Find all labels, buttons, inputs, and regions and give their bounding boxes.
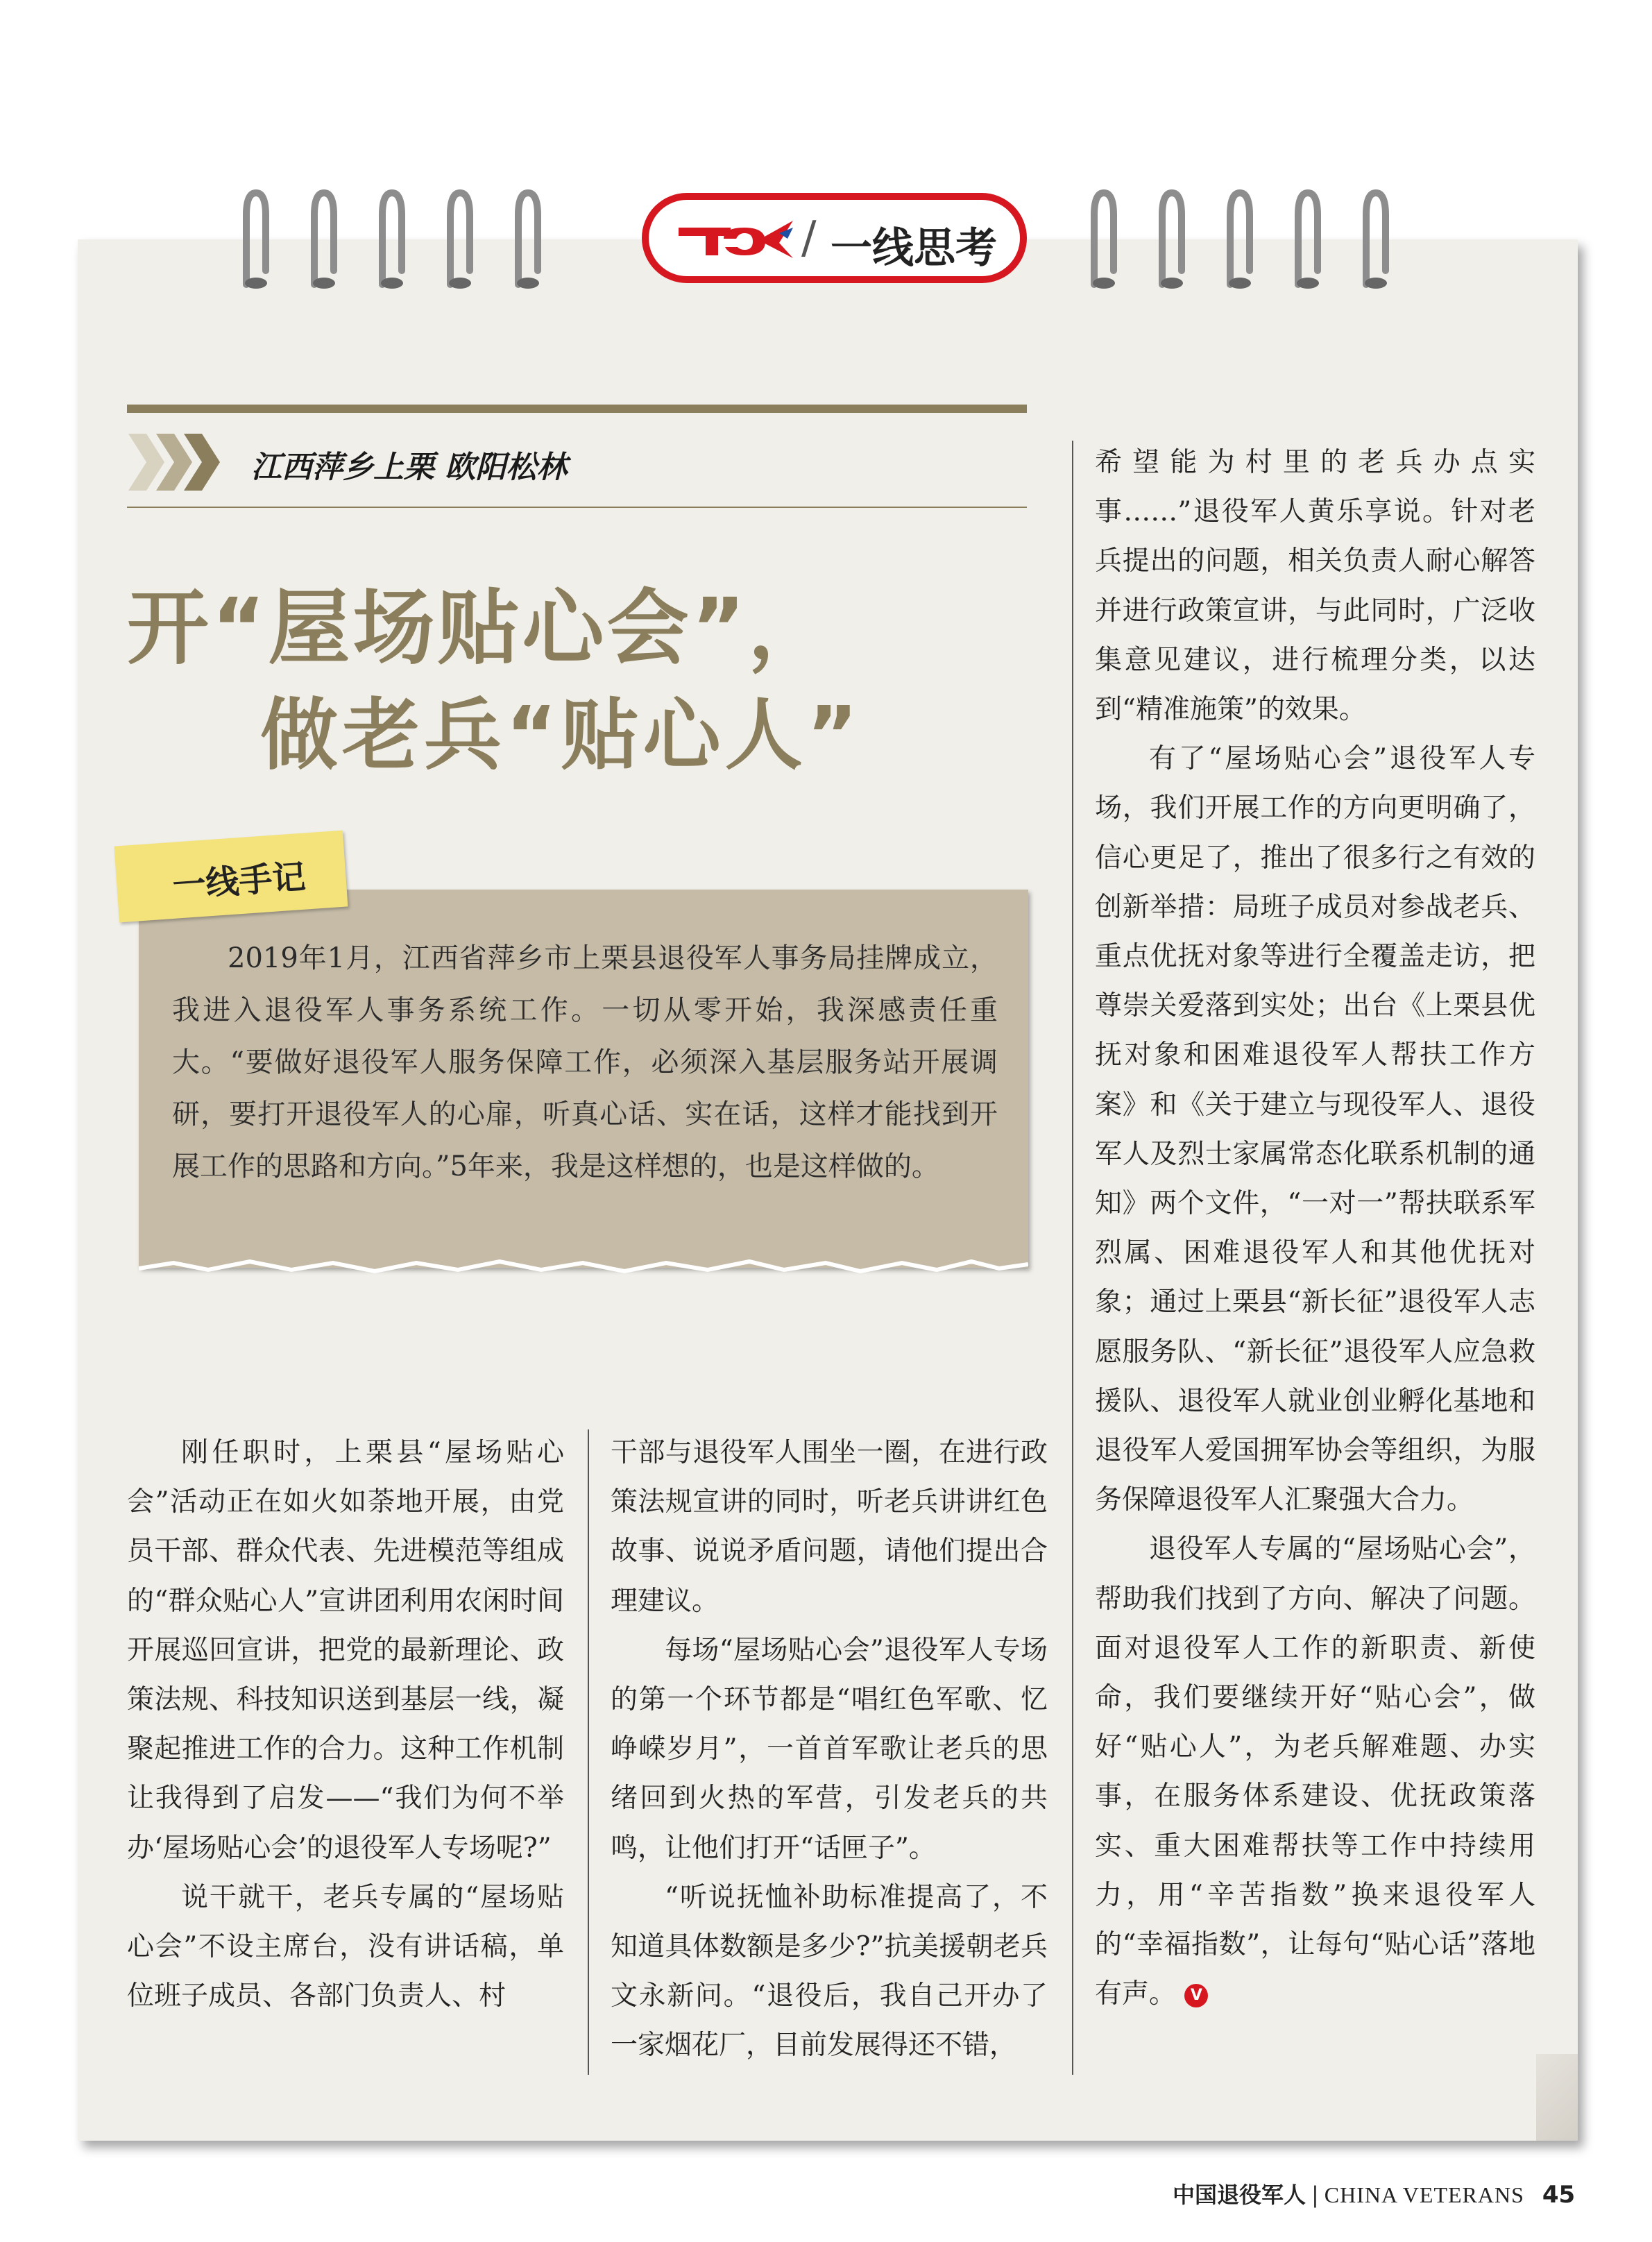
paragraph: 说干就干，老兵专属的“屋场贴心会”不设主席台，没有讲话稿，单位班子成员、各部门负责人、村	[127, 1881, 564, 2012]
end-mark-icon: V	[1184, 1984, 1208, 2007]
binder-ring-icon	[1223, 187, 1257, 291]
paragraph: 每场“屋场贴心会”退役军人专场的第一个环节都是“唱红色军歌、忆峥嵘岁月”，一首首军歌让老兵的思绪回到火热的军营，引发老兵的共鸣，让他们打开“话匣子”。	[611, 1634, 1048, 1864]
binder-ring-icon	[239, 187, 273, 291]
binder-ring-icon	[443, 187, 477, 291]
paragraph	[1095, 1525, 1535, 2019]
veterans-logo-icon	[675, 215, 800, 264]
magazine-name-cn: 中国退役军人	[1173, 2182, 1306, 2208]
footer-divider: |	[1311, 2182, 1319, 2208]
article-column-2	[611, 1428, 1048, 2071]
byline-rule	[127, 507, 1027, 508]
magazine-name-en: CHINA VETERANS	[1324, 2182, 1524, 2207]
sticky-note-tag	[114, 831, 348, 923]
paragraph: 干部与退役军人围坐一圈，在进行政策法规宣讲的同时，听老兵讲讲红色故事、说说矛盾问题，请他们提出合理建议。	[611, 1437, 1048, 1617]
page-corner-curl	[1536, 2054, 1578, 2141]
chevron-arrows-icon	[128, 434, 232, 491]
field-notes-text: 2019年1月，江西省萍乡市上栗县退役军人事务局挂牌成立，我进入退役军人事务系统工作。一切从零开始，我深感责任重大。“要做好退役军人服务保障工作，必须深入基层服务站开展调研，要打开退役军人的心扉，听真心话、实在话，这样才能找到开展工作的思路和方向。”5年来，我是这样想的，也是这样做的。	[172, 942, 998, 1182]
badge-divider: /	[801, 212, 817, 264]
paragraph: 刚任职时，上栗县“屋场贴心会”活动正在如火如荼地开展，由党员干部、群众代表、先进模范等组成的“群众贴心人”宣讲团利用农闲时间开展巡回宣讲，把党的最新理论、政策法规、科技知识送到基层一线，凝聚起推进工作的合力。这种工作机制让我得到了启发——“我们为何不举办‘屋场贴心会’的退役军人专场呢?”	[127, 1437, 564, 1864]
byline: 江西萍乡上栗 欧阳松林	[251, 450, 568, 485]
paragraph-text: 退役军人专属的“屋场贴心会”，帮助我们找到了方向、解决了问题。面对退役军人工作的新职责、新使命，我们要继续开好“贴心会”，做好“贴心人”，为老兵解难题、办实事，在服务体系建设、优抚政策落实、重大困难帮扶等工作中持续用力，用“辛苦指数”换来退役军人的“幸福指数”，让每句“贴心话”落地有声。	[1095, 1534, 1535, 2010]
column-divider	[588, 1429, 589, 2075]
binder-ring-icon	[1291, 187, 1325, 291]
page-footer	[1173, 2177, 1575, 2209]
binder-ring-icon	[375, 187, 409, 291]
binder-ring-icon	[307, 187, 341, 291]
article-column-3	[1095, 438, 1535, 2019]
article-column-1	[127, 1428, 564, 2021]
field-notes-box	[139, 890, 1028, 1268]
binder-ring-icon	[1087, 187, 1121, 291]
section-label: 一线思考	[831, 224, 997, 273]
paragraph: “听说抚恤补助标准提高了，不知道具体数额是多少?”抗美援朝老兵文永新问。“退役后，我自己开办了一家烟花厂，目前发展得还不错，	[611, 1881, 1048, 2062]
binder-ring-icon	[1155, 187, 1189, 291]
section-badge	[642, 193, 1027, 283]
paragraph: 有了“屋场贴心会”退役军人专场，我们开展工作的方向更明确了，信心更足了，推出了很多行之有效的创新举措：局班子成员对参战老兵、重点优抚对象等进行全覆盖走访，把尊崇关爱落到实处；出台《上栗县优抚对象和困难退役军人帮扶工作方案》和《关于建立与现役军人、退役军人及烈士家属常态化联系机制的通知》两个文件，“一对一”帮扶联系军烈属、困难退役军人和其他优抚对象；通过上栗县“新长征”退役军人志愿服务队、“新长征”退役军人应急救援队、退役军人就业创业孵化基地和退役军人爱国拥军协会等组织，为服务保障退役军人汇聚强大合力。	[1095, 743, 1535, 1516]
paragraph: 希望能为村里的老兵办点实事……”退役军人黄乐享说。针对老兵提出的问题，相关负责人耐心解答并进行政策宣讲，与此同时，广泛收集意见建议，进行梳理分类，以达到“精准施策”的效果。	[1095, 447, 1535, 726]
headline-line-2: 做老兵“贴心人”	[260, 690, 862, 781]
page-number: 45	[1542, 2181, 1576, 2209]
sticky-note-label: 一线手记	[171, 857, 307, 906]
binder-ring-icon	[1359, 187, 1393, 291]
column-divider	[1072, 441, 1073, 2075]
torn-paper-edge	[139, 1242, 1028, 1277]
headline-line-1: 开“屋场贴心会”，	[127, 580, 833, 676]
binder-ring-icon	[511, 187, 545, 291]
header-rule	[127, 405, 1027, 413]
